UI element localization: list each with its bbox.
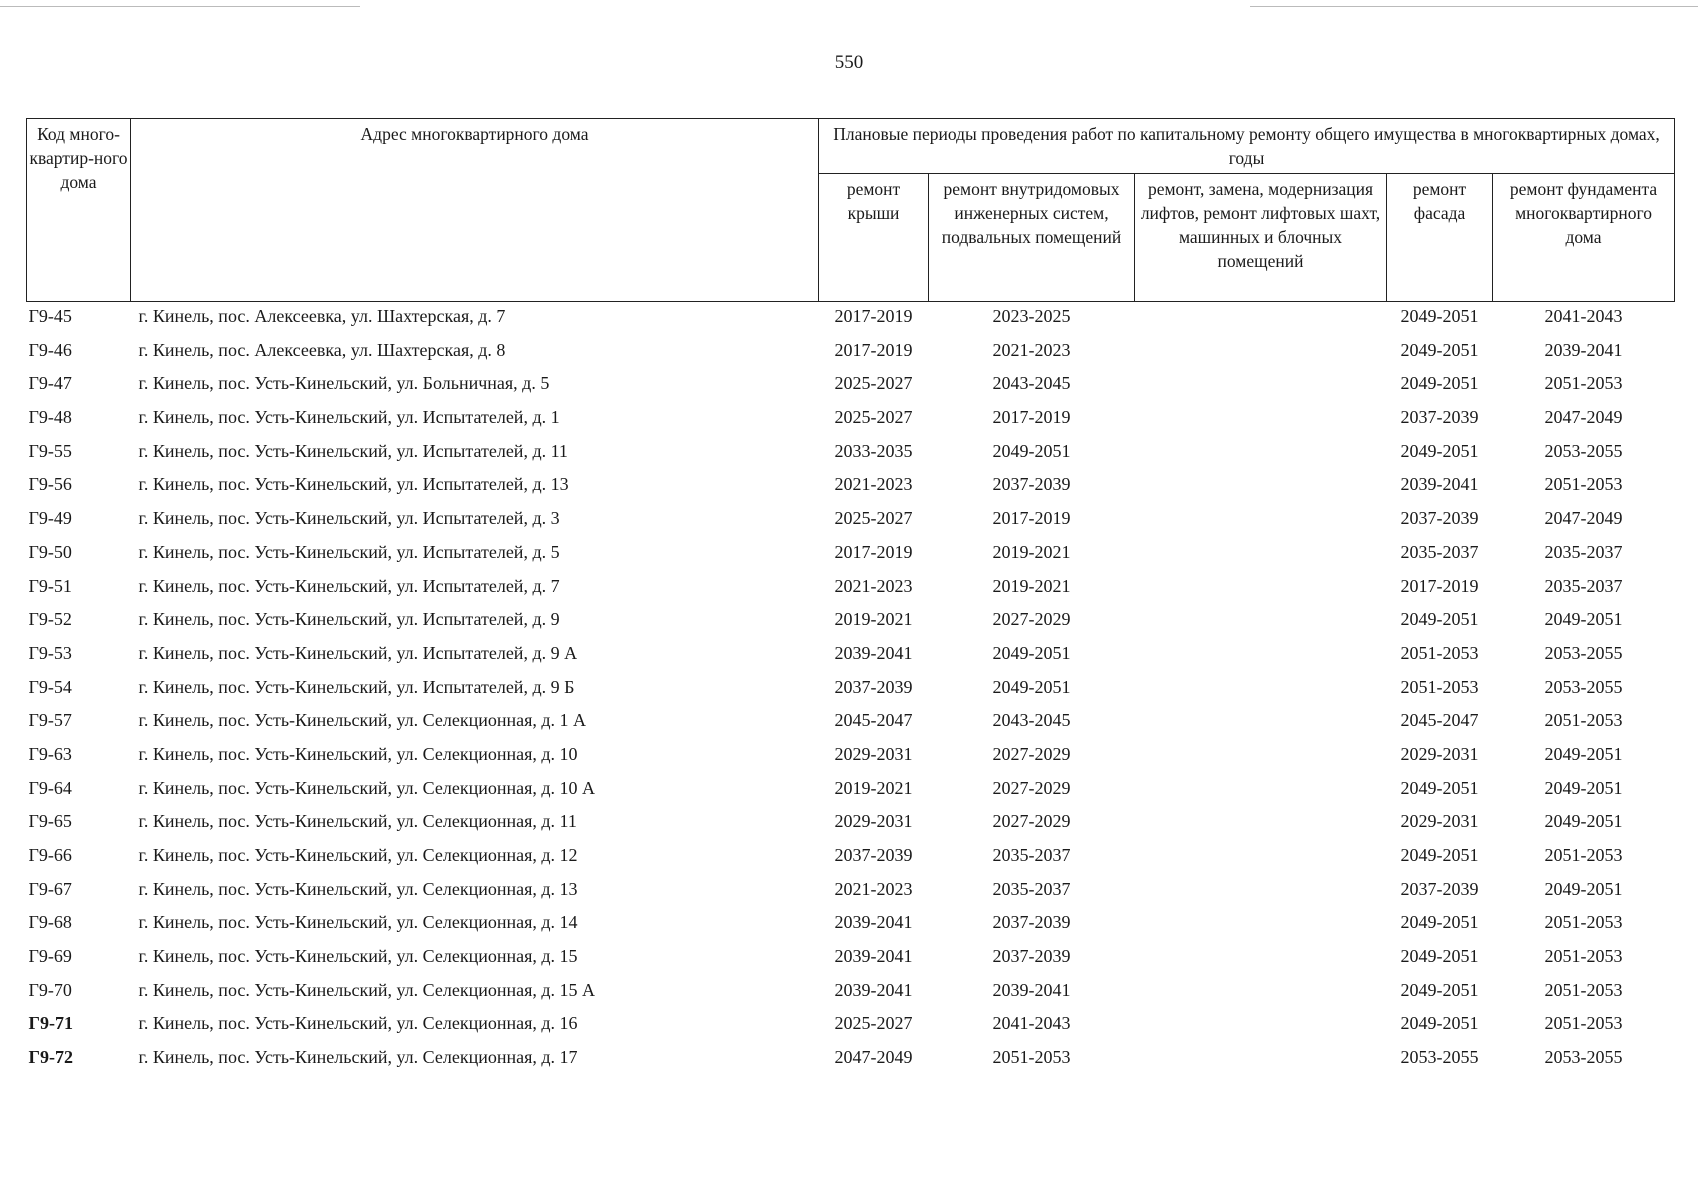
house-code-cell: Г9-67 [28,878,72,899]
lifts-period-cell [1135,1047,1387,1081]
foundation-period-cell: 2051-2053 [1544,845,1623,865]
roof-period-cell: 2021-2023 [834,878,913,899]
address-cell: г. Кинель, пос. Усть-Кинельский, ул. Испытателей, д. 7 [138,575,560,596]
facade-period-cell: 2049-2051 [1400,339,1479,360]
foundation-period-cell: 2051-2053 [1544,946,1623,967]
foundation-period-cell: 2047-2049 [1544,407,1623,428]
roof-period-cell: 2045-2047 [834,710,913,731]
address-cell: г. Кинель, пос. Усть-Кинельский, ул. Испытателей, д. 5 [138,541,560,562]
foundation-period-cell: 2051-2053 [1544,1013,1623,1034]
lifts-period-cell [1135,441,1387,475]
systems-period-cell: 2027-2029 [992,777,1071,798]
systems-period-cell: 2023-2025 [992,306,1071,326]
table-row [27,340,1675,374]
systems-period-cell: 2049-2051 [992,642,1071,663]
roof-period-cell: 2025-2027 [834,508,913,529]
table-row [27,576,1675,610]
foundation-period-cell: 2051-2053 [1544,912,1623,933]
systems-period-cell: 2021-2023 [992,339,1071,360]
address-cell: г. Кинель, пос. Усть-Кинельский, ул. Селекционная, д. 16 [138,1013,578,1034]
facade-period-cell: 2045-2047 [1400,710,1479,731]
facade-period-cell: 2051-2053 [1400,642,1479,663]
foundation-period-cell: 2049-2051 [1544,878,1623,899]
foundation-period-cell: 2049-2051 [1544,811,1623,832]
house-code-cell: Г9-65 [28,811,72,832]
repair-schedule-table-container [26,118,1674,1081]
address-cell: г. Кинель, пос. Усть-Кинельский, ул. Больничная, д. 5 [138,373,550,394]
roof-period-cell: 2019-2021 [834,777,913,798]
lifts-period-cell [1135,744,1387,778]
address-cell: г. Кинель, пос. Усть-Кинельский, ул. Испытателей, д. 9 А [138,642,578,663]
table-row [27,542,1675,576]
lifts-period-cell [1135,643,1387,677]
table-row [27,1047,1675,1081]
roof-period-cell: 2039-2041 [834,946,913,967]
table-row [27,879,1675,913]
roof-period-cell: 2029-2031 [834,811,913,832]
address-cell: г. Кинель, пос. Усть-Кинельский, ул. Селекционная, д. 14 [138,912,578,933]
address-cell: г. Кинель, пос. Усть-Кинельский, ул. Испытателей, д. 3 [138,508,560,529]
systems-period-cell: 2017-2019 [992,508,1071,529]
foundation-period-cell: 2049-2051 [1544,777,1623,798]
systems-period-cell: 2039-2041 [992,979,1071,1000]
lifts-period-cell [1135,508,1387,542]
address-cell: г. Кинель, пос. Усть-Кинельский, ул. Испытателей, д. 13 [138,474,569,495]
facade-column-header: ремонт фасада [1387,174,1493,302]
address-cell: г. Кинель, пос. Усть-Кинельский, ул. Испытателей, д. 9 [138,609,560,630]
lifts-period-cell [1135,1013,1387,1047]
table-body [27,302,1675,1081]
table-row [27,912,1675,946]
lifts-period-cell [1135,811,1387,845]
systems-period-cell: 2027-2029 [992,743,1071,764]
scan-edge-line [0,6,360,7]
lifts-column-header: ремонт, замена, модернизация лифтов, ремонт лифтовых шахт, машинных и блочных помещений [1135,174,1387,302]
address-cell: г. Кинель, пос. Усть-Кинельский, ул. Испытателей, д. 11 [138,440,568,461]
facade-period-cell: 2051-2053 [1400,676,1479,697]
facade-period-cell: 2049-2051 [1400,946,1479,967]
lifts-period-cell [1135,677,1387,711]
roof-period-cell: 2025-2027 [834,1013,913,1034]
address-cell: г. Кинель, пос. Алексеевка, ул. Шахтерская, д. 8 [138,339,506,360]
roof-column-header: ремонт крыши [819,174,929,302]
facade-period-cell: 2049-2051 [1400,306,1479,326]
house-code-cell: Г9-53 [28,642,72,663]
lifts-period-cell [1135,609,1387,643]
foundation-period-cell: 2051-2053 [1544,979,1623,1000]
facade-period-cell: 2049-2051 [1400,777,1479,798]
address-cell: г. Кинель, пос. Усть-Кинельский, ул. Селекционная, д. 17 [138,1047,578,1068]
address-column-header: Адрес многоквартирного дома [131,119,819,302]
systems-period-cell: 2019-2021 [992,575,1071,596]
facade-period-cell: 2049-2051 [1400,845,1479,865]
lifts-period-cell [1135,373,1387,407]
house-code-cell: Г9-70 [28,979,72,1000]
foundation-period-cell: 2035-2037 [1544,541,1623,562]
house-code-cell: Г9-68 [28,912,72,933]
facade-period-cell: 2017-2019 [1400,575,1479,596]
lifts-period-cell [1135,576,1387,610]
lifts-period-cell [1135,980,1387,1014]
systems-period-cell: 2043-2045 [992,710,1071,731]
facade-period-cell: 2049-2051 [1400,912,1479,933]
house-code-cell: Г9-48 [28,407,72,428]
roof-period-cell: 2047-2049 [834,1047,913,1068]
house-code-cell: Г9-51 [28,575,72,596]
roof-period-cell: 2017-2019 [834,339,913,360]
scan-edge-line [1250,6,1698,7]
house-code-cell: Г9-57 [28,710,72,731]
lifts-period-cell [1135,845,1387,879]
facade-period-cell: 2037-2039 [1400,508,1479,529]
roof-period-cell: 2025-2027 [834,373,913,394]
systems-period-cell: 2051-2053 [992,1047,1071,1068]
lifts-period-cell [1135,946,1387,980]
address-cell: г. Кинель, пос. Усть-Кинельский, ул. Селекционная, д. 12 [138,845,578,865]
table-row [27,778,1675,812]
house-code-cell: Г9-46 [28,339,72,360]
facade-period-cell: 2049-2051 [1400,1013,1479,1034]
address-cell: г. Кинель, пос. Усть-Кинельский, ул. Селекционная, д. 10 А [138,777,596,798]
foundation-period-cell: 2051-2053 [1544,474,1623,495]
lifts-period-cell [1135,778,1387,812]
repair-schedule-table [26,118,1675,1081]
facade-period-cell: 2049-2051 [1400,440,1479,461]
foundation-period-cell: 2039-2041 [1544,339,1623,360]
periods-group-header: Плановые периоды проведения работ по капитальному ремонту общего имущества в многоквартирных домах, годы [819,119,1675,174]
roof-period-cell: 2039-2041 [834,642,913,663]
house-code-cell: Г9-52 [28,609,72,630]
facade-period-cell: 2049-2051 [1400,979,1479,1000]
lifts-period-cell [1135,407,1387,441]
house-code-cell: Г9-55 [28,440,72,461]
foundation-period-cell: 2049-2051 [1544,743,1623,764]
roof-period-cell: 2029-2031 [834,743,913,764]
facade-period-cell: 2039-2041 [1400,474,1479,495]
foundation-period-cell: 2053-2055 [1544,642,1623,663]
table-row [27,710,1675,744]
systems-period-cell: 2019-2021 [992,541,1071,562]
address-cell: г. Кинель, пос. Усть-Кинельский, ул. Селекционная, д. 11 [138,811,577,832]
table-row [27,407,1675,441]
house-code-cell: Г9-69 [28,946,72,967]
table-row [27,306,1675,340]
systems-period-cell: 2017-2019 [992,407,1071,428]
foundation-period-cell: 2049-2051 [1544,609,1623,630]
lifts-period-cell [1135,912,1387,946]
address-cell: г. Кинель, пос. Усть-Кинельский, ул. Селекционная, д. 15 [138,946,578,967]
facade-period-cell: 2035-2037 [1400,541,1479,562]
facade-period-cell: 2053-2055 [1400,1047,1479,1068]
lifts-period-cell [1135,542,1387,576]
systems-period-cell: 2027-2029 [992,811,1071,832]
table-row [27,980,1675,1014]
house-code-cell: Г9-49 [28,508,72,529]
systems-period-cell: 2035-2037 [992,878,1071,899]
table-row [27,508,1675,542]
house-code-cell: Г9-45 [28,306,72,326]
systems-period-cell: 2027-2029 [992,609,1071,630]
systems-period-cell: 2041-2043 [992,1013,1071,1034]
house-code-cell: Г9-54 [28,676,72,697]
table-row [27,373,1675,407]
foundation-period-cell: 2053-2055 [1544,1047,1623,1068]
systems-period-cell: 2037-2039 [992,946,1071,967]
systems-period-cell: 2049-2051 [992,676,1071,697]
address-cell: г. Кинель, пос. Усть-Кинельский, ул. Испытателей, д. 1 [138,407,560,428]
address-cell: г. Кинель, пос. Усть-Кинельский, ул. Селекционная, д. 10 [138,743,578,764]
roof-period-cell: 2037-2039 [834,676,913,697]
foundation-period-cell: 2051-2053 [1544,710,1623,731]
house-code-cell: Г9-72 [28,1047,73,1068]
address-cell: г. Кинель, пос. Усть-Кинельский, ул. Селекционная, д. 1 А [138,710,587,731]
table-row [27,677,1675,711]
address-cell: г. Кинель, пос. Усть-Кинельский, ул. Селекционная, д. 13 [138,878,578,899]
facade-period-cell: 2049-2051 [1400,609,1479,630]
page-number: 550 [834,52,864,73]
lifts-period-cell [1135,710,1387,744]
foundation-period-cell: 2041-2043 [1544,306,1623,326]
house-code-cell: Г9-71 [28,1013,73,1034]
lifts-period-cell [1135,879,1387,913]
house-code-cell: Г9-63 [28,743,72,764]
roof-period-cell: 2033-2035 [834,440,913,461]
foundation-period-cell: 2047-2049 [1544,508,1623,529]
address-cell: г. Кинель, пос. Усть-Кинельский, ул. Испытателей, д. 9 Б [138,676,575,697]
table-row [27,474,1675,508]
table-row [27,811,1675,845]
lifts-period-cell [1135,340,1387,374]
facade-period-cell: 2029-2031 [1400,743,1479,764]
systems-period-cell: 2035-2037 [992,845,1071,865]
address-cell: г. Кинель, пос. Алексеевка, ул. Шахтерская, д. 7 [138,306,506,326]
roof-period-cell: 2037-2039 [834,845,913,865]
table-row [27,441,1675,475]
roof-period-cell: 2021-2023 [834,474,913,495]
foundation-period-cell: 2035-2037 [1544,575,1623,596]
house-code-cell: Г9-66 [28,845,72,865]
code-column-header: Код много-квартир-ного дома [27,119,131,302]
roof-period-cell: 2017-2019 [834,306,913,326]
roof-period-cell: 2021-2023 [834,575,913,596]
lifts-period-cell [1135,306,1387,340]
roof-period-cell: 2039-2041 [834,912,913,933]
lifts-period-cell [1135,474,1387,508]
foundation-period-cell: 2053-2055 [1544,440,1623,461]
address-cell: г. Кинель, пос. Усть-Кинельский, ул. Селекционная, д. 15 А [138,979,596,1000]
systems-period-cell: 2037-2039 [992,474,1071,495]
systems-period-cell: 2037-2039 [992,912,1071,933]
systems-period-cell: 2049-2051 [992,440,1071,461]
foundation-period-cell: 2053-2055 [1544,676,1623,697]
table-row [27,1013,1675,1047]
facade-period-cell: 2037-2039 [1400,407,1479,428]
house-code-cell: Г9-64 [28,777,72,798]
roof-period-cell: 2039-2041 [834,979,913,1000]
facade-period-cell: 2037-2039 [1400,878,1479,899]
foundation-column-header: ремонт фундамента многоквартирного дома [1493,174,1675,302]
table-row [27,744,1675,778]
table-row [27,946,1675,980]
table-row [27,845,1675,879]
systems-period-cell: 2043-2045 [992,373,1071,394]
house-code-cell: Г9-47 [28,373,72,394]
table-row [27,643,1675,677]
foundation-period-cell: 2051-2053 [1544,373,1623,394]
roof-period-cell: 2019-2021 [834,609,913,630]
table-row [27,609,1675,643]
roof-period-cell: 2025-2027 [834,407,913,428]
facade-period-cell: 2029-2031 [1400,811,1479,832]
systems-column-header: ремонт внутридомовых инженерных систем, подвальных помещений [929,174,1135,302]
house-code-cell: Г9-56 [28,474,72,495]
house-code-cell: Г9-50 [28,541,72,562]
facade-period-cell: 2049-2051 [1400,373,1479,394]
roof-period-cell: 2017-2019 [834,541,913,562]
